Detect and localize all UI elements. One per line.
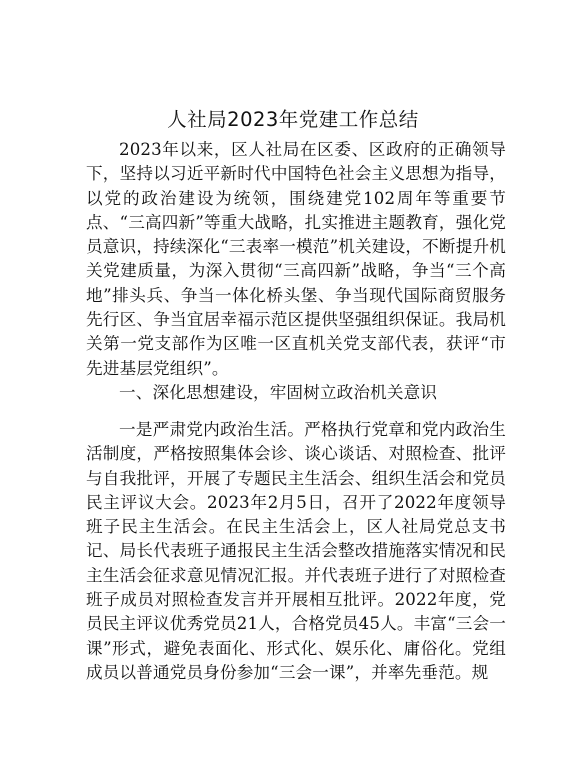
intro-paragraph: 2023年以来，区人社局在区委、区政府的正确领导下，坚持以习近平新时代中国特色社会主义思想为指导，以党的政治建设为统领，围绕建党102周年等重要节点、“三高四新”等重大战略，扎实推进主题教育，强化党员意识，持续深化“三表率一模范”机关建设，不断提升机关党建质量，为深入贯彻“三高四新”战略，争当“三个高地”排头兵、争当一体化桥头堡、争当现代国际商贸服务先行区、争当宜居幸福示范区提供坚强组织保证。我局机关第一党支部作为区唯一区直机关党支部代表，获评“市先进基层党组织”。 [86, 140, 506, 378]
section-heading: 一、深化思想建设，牢固树立政治机关意识 [119, 383, 438, 402]
body-paragraph: 一是严肃党内政治生活。严格执行党章和党内政治生活制度，严格按照集体会诊、谈心谈话、对照检查、批评与自我批评，开展了专题民主生活会、组织生活会和党员民主评议大会。2023年2月5日，召开了2022年度领导班子民主生活会。在民主生活会上，区人社局党总支书记、局长代表班子通报民主生活会整改措施落实情况和民主生活会征求意见情况汇报。并代表班子进行了对照检查班子成员对照检查发言并开展相互批评。2022年度，党员民主评议优秀党员21人，合格党员45人。丰富“三会一课”形式，避免表面化、形式化、娱乐化、庸俗化。党组成员以普通党员身份参加“三会一课”，并率先垂范。规 [86, 420, 506, 682]
document-title: 人社局2023年党建工作总结 [167, 108, 419, 131]
